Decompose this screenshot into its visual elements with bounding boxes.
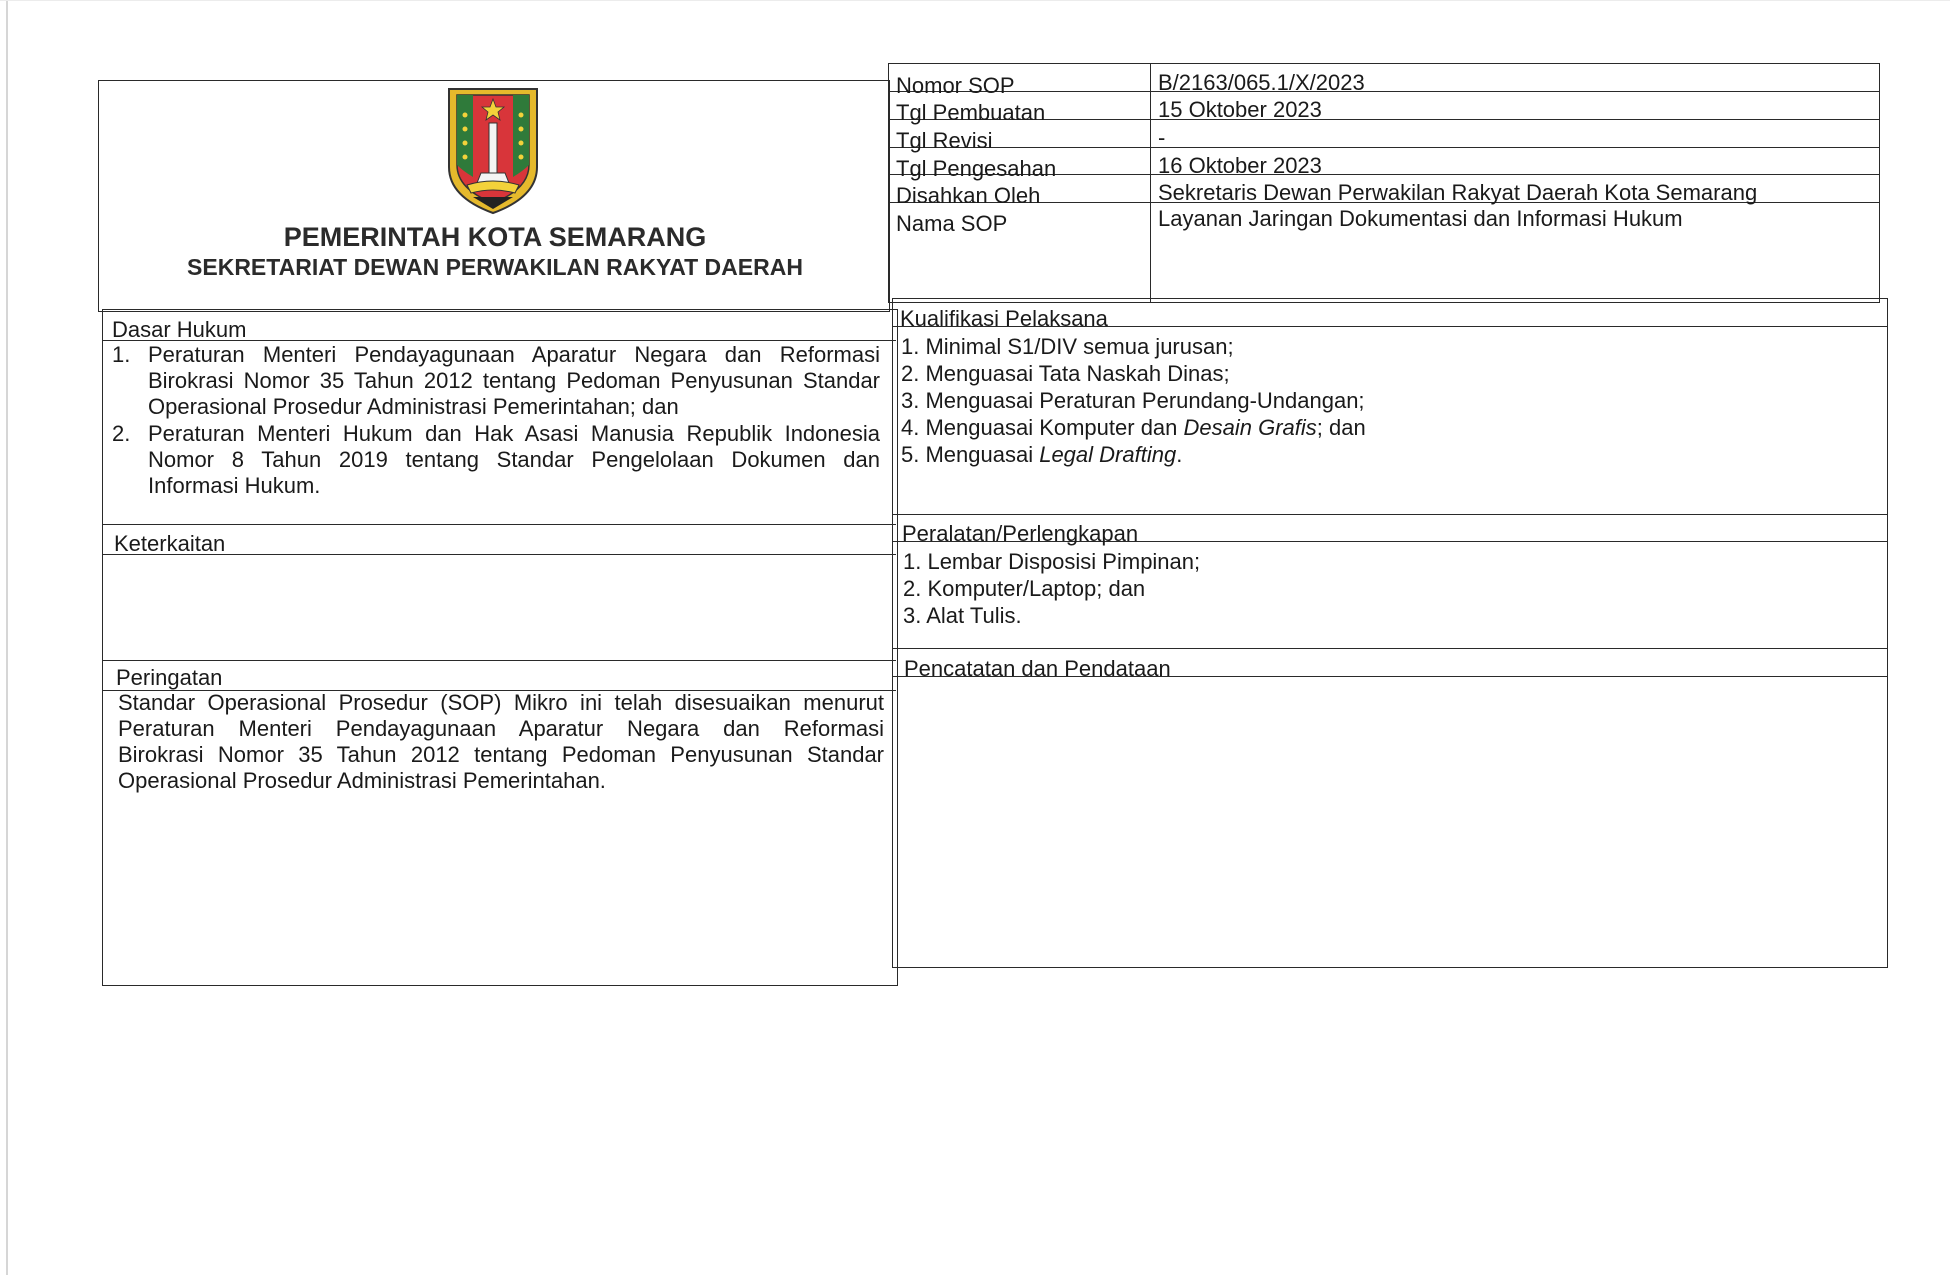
section-line xyxy=(102,524,896,525)
kualifikasi-item: 3. Menguasai Peraturan Perundang-Undangan; xyxy=(901,388,1365,413)
peringatan-line: Peraturan Menteri Pendayagunaan Aparatur Negara dan Reformasi xyxy=(118,716,884,741)
org-unit: SEKRETARIAT DEWAN PERWAKILAN RAKYAT DAERAH xyxy=(187,254,803,280)
peralatan-item: 3. Alat Tulis. xyxy=(903,603,1022,628)
peralatan-item: 1. Lembar Disposisi Pimpinan; xyxy=(903,549,1201,574)
sop-label-tgl-revisi: Tgl Revisi xyxy=(896,128,993,153)
section-line xyxy=(102,660,896,661)
kualifikasi-item: 2. Menguasai Tata Naskah Dinas; xyxy=(901,361,1230,386)
scan-edge xyxy=(6,0,8,1275)
kualifikasi-title: Kualifikasi Pelaksana xyxy=(900,306,1108,331)
kualifikasi-list xyxy=(901,333,1366,468)
sop-info-divider xyxy=(1150,63,1151,303)
scan-edge-top xyxy=(0,0,1950,1)
dasar-hukum-title: Dasar Hukum xyxy=(112,317,247,342)
sop-label-tgl-pengesahan: Tgl Pengesahan xyxy=(896,156,1057,181)
dasar-hukum-list xyxy=(112,342,880,499)
sop-value-tgl-pembuatan: 15 Oktober 2023 xyxy=(1158,97,1322,122)
peralatan-list xyxy=(903,548,1200,629)
sop-value-nama: Layanan Jaringan Dokumentasi dan Informasi Hukum xyxy=(1158,206,1683,231)
dasar-hukum-item: 2. Peraturan Menteri Hukum dan Hak Asasi Manusia Republik Indonesia Nomor 8 Tahun 2019 tentang Standar Pengelolaan Dokumen dan Informasi Hukum. xyxy=(112,421,880,498)
peralatan-title: Peralatan/Perlengkapan xyxy=(902,521,1139,546)
peralatan-item: 2. Komputer/Laptop; dan xyxy=(903,576,1146,601)
sop-value-disahkan-oleh: Sekretaris Dewan Perwakilan Rakyat Daerah Kota Semarang xyxy=(1158,180,1758,205)
peringatan-line: Standar Operasional Prosedur (SOP) Mikro ini telah disesuaikan menurut xyxy=(118,690,884,715)
keterkaitan-title: Keterkaitan xyxy=(114,531,226,556)
sop-label-nama: Nama SOP xyxy=(896,211,1008,236)
dasar-hukum-item: 1. Peraturan Menteri Pendayagunaan Aparatur Negara dan Reformasi Birokrasi Nomor 35 Tahun 2012 tentang Pedoman Penyusunan Standar Operasional Prosedur Administrasi Pemerintahan; dan xyxy=(112,342,880,419)
semarang-city-emblem-icon xyxy=(445,85,541,217)
kualifikasi-item: 1. Minimal S1/DIV semua jurusan; xyxy=(901,334,1234,359)
pencatatan-title: Pencatatan dan Pendataan xyxy=(904,656,1171,681)
sop-row-line xyxy=(888,147,1880,148)
peringatan-line: Operasional Prosedur Administrasi Pemerintahan. xyxy=(118,768,606,793)
kualifikasi-item: 4. Menguasai Komputer dan Desain Grafis; dan xyxy=(901,415,1366,440)
sop-label-disahkan-oleh: Disahkan Oleh xyxy=(896,183,1041,208)
kualifikasi-item: 5. Menguasai Legal Drafting. xyxy=(901,442,1183,467)
sop-label-nomor: Nomor SOP xyxy=(896,73,1015,98)
sop-value-nomor: B/2163/065.1/X/2023 xyxy=(1158,70,1365,95)
peringatan-line: Birokrasi Nomor 35 Tahun 2012 tentang Pedoman Penyusunan Standar xyxy=(118,742,884,767)
peringatan-text xyxy=(118,690,884,794)
peringatan-title: Peringatan xyxy=(116,665,223,690)
org-name: PEMERINTAH KOTA SEMARANG xyxy=(283,222,707,252)
sop-row-line xyxy=(888,91,1880,92)
sop-value-tgl-pengesahan: 16 Oktober 2023 xyxy=(1158,153,1322,178)
section-line xyxy=(892,648,1888,649)
section-line xyxy=(892,514,1888,515)
sop-value-tgl-revisi: - xyxy=(1158,125,1166,150)
sop-label-tgl-pembuatan: Tgl Pembuatan xyxy=(896,100,1046,125)
